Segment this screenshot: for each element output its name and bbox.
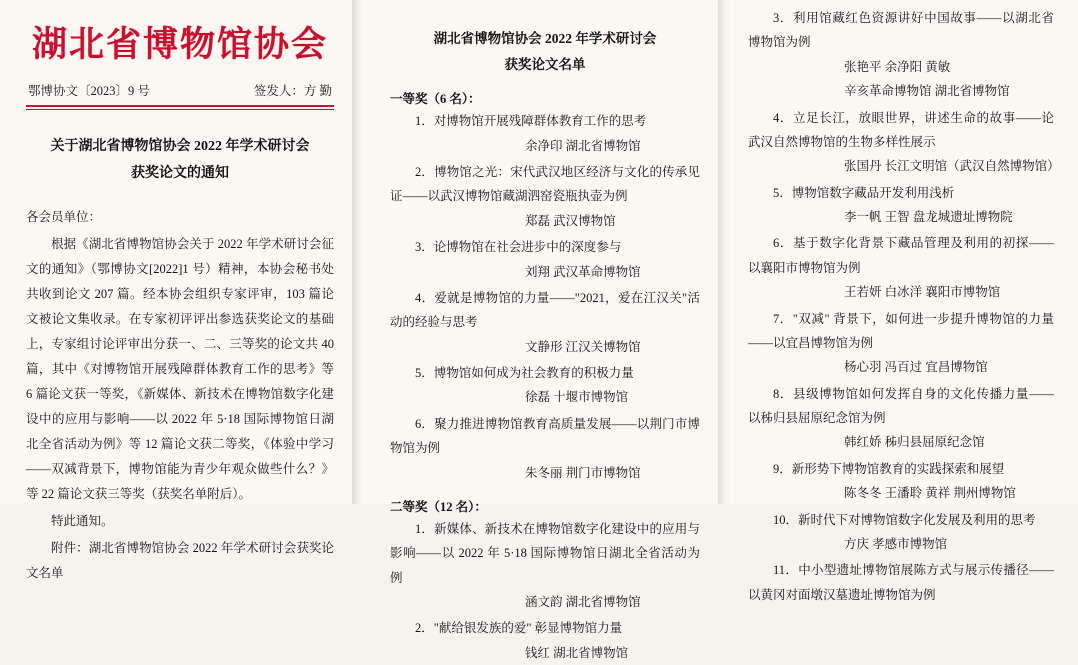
item-number: 11． xyxy=(773,563,799,578)
item-author: 郑磊 武汉博物馆 xyxy=(525,213,616,228)
document-number: 鄂博协文〔2023〕9 号 xyxy=(28,83,150,98)
item-title: "献给银发族的爱" 彰显博物馆力量 xyxy=(433,621,623,636)
list-item xyxy=(390,361,700,385)
award-list-title-line2: 获奖论文名单 xyxy=(504,56,586,72)
item-number: 4． xyxy=(773,110,793,125)
letterhead-column xyxy=(0,0,360,581)
item-author: 李一帆 王智 盘龙城遗址博物院 xyxy=(844,210,1013,224)
list-item xyxy=(390,109,700,133)
item-title: 爱就是博物馆的力量——"2021，爱在江汉关"活动的经验与思考 xyxy=(390,290,700,330)
item-number: 3． xyxy=(773,11,793,25)
item-author: 钱红 湖北省博物馆 xyxy=(525,645,629,660)
item-title: 立足长江，放眼世界，讲述生命的故事——论武汉自然博物馆的生物多样性展示 xyxy=(748,110,1054,149)
item-number: 1． xyxy=(415,521,435,536)
item-number: 10． xyxy=(773,512,799,527)
award-list-title-line1: 湖北省博物馆协会 2022 年学术研讨会 xyxy=(433,31,657,46)
document-title xyxy=(26,134,334,187)
item-number: 5． xyxy=(773,185,792,200)
item-title: 博物馆之光：宋代武汉地区经济与文化的传承见证——以武汉博物馆藏湖泗窑瓷瓶执壶为例 xyxy=(390,165,700,204)
item-number: 8． xyxy=(773,386,793,401)
item-title: 新时代下对博物馆数字化发展及利用的思考 xyxy=(798,512,1036,527)
red-divider-thin xyxy=(26,109,334,111)
item-title: 中小型遗址博物馆展陈方式与展示传播径——以黄冈对面墩汉墓遗址博物馆为例 xyxy=(748,563,1054,602)
list-item xyxy=(748,457,1054,481)
item-author-affiliation: 辛亥革命博物馆 湖北省博物馆 xyxy=(844,84,1010,99)
item-author: 张国丹 长江文明馆（武汉自然博物馆） xyxy=(844,159,1060,174)
item-number: 6． xyxy=(415,416,435,431)
item-author: 方庆 孝感市博物馆 xyxy=(844,536,948,551)
list-item xyxy=(390,616,700,640)
item-number: 1． xyxy=(415,114,434,129)
item-number: 2． xyxy=(415,165,435,180)
item-title: 博物馆如何成为社会教育的积极力量 xyxy=(433,366,634,381)
salutation: 各会员单位： xyxy=(26,210,102,225)
letter-attachment-note: 附件：湖北省博物馆协会 2022 年学术研讨会获奖论文名单 xyxy=(26,541,334,581)
item-title: 对博物馆开展残障群体教育工作的思考 xyxy=(433,114,647,129)
item-author: 徐磊 十堰市博物馆 xyxy=(525,390,629,405)
item-number: 2． xyxy=(415,621,434,636)
item-author: 王若妍 白冰洋 襄阳市博物馆 xyxy=(844,285,1001,300)
list-item xyxy=(748,382,1054,431)
item-title: 新形势下博物馆教育的实践探索和展望 xyxy=(791,461,1005,476)
list-item xyxy=(390,412,700,461)
list-item xyxy=(748,508,1054,532)
letter-paragraph-1: 根据《湖北省博物馆协会关于 2022 年学术研讨会征文的通知》（鄂博协文[2022]1 号）精神，本协会秘书处共收到论文 207 篇。经本协会组织专家评审，103 篇论文被论文集收录。在专家初评评出参选获奖论文的基础上，专家组讨论评审出分获一、二、三等奖的论文共 40 篇，其中《对博物馆开展残障群体教育工作的思考》等 6 篇论文获一等奖，《新媒体、新技术在博物馆数字化建设中的应用与影响——以 2022 年 5·18 国际博物馆日湖北全省活动为例》等 12 篇论文获二等奖，《体验中学习——双减背景下，博物馆能为青少年观众做些什么？》等 22 篇论文获三等奖（获奖名单附后）。 xyxy=(26,237,334,502)
item-number: 9． xyxy=(773,461,792,476)
award-list-column-2 xyxy=(726,0,1078,602)
letter-body xyxy=(26,205,334,586)
list-item xyxy=(748,6,1054,55)
red-divider-thick xyxy=(26,105,334,107)
item-number: 5． xyxy=(415,366,434,381)
item-number: 7． xyxy=(773,311,793,326)
item-author: 涵文韵 湖北省博物馆 xyxy=(525,595,641,610)
item-author: 韩红娇 秭归县屈原纪念馆 xyxy=(844,435,985,450)
item-title: 基于数字化背景下藏品管理及利用的初探——以襄阳市博物馆为例 xyxy=(748,236,1054,275)
item-author: 杨心羽 冯百过 宜昌博物馆 xyxy=(844,360,988,375)
document-number-row xyxy=(26,81,334,99)
item-number: 6． xyxy=(773,236,793,251)
award-list-column-1 xyxy=(360,0,726,660)
list-item xyxy=(390,517,700,590)
letter-paragraph-2: 特此通知。 xyxy=(51,514,114,529)
section-heading-second-prize: 二等奖（12 名）： xyxy=(390,499,487,514)
item-title: 新媒体、新技术在博物馆数字化建设中的应用与影响——以 2022 年 5·18 国际博物馆日湖北全省活动为例 xyxy=(390,521,700,585)
item-title: 利用馆藏红色资源讲好中国故事——以湖北省博物馆为例 xyxy=(748,11,1054,50)
item-author: 刘翔 武汉革命博物馆 xyxy=(525,264,641,279)
item-title: "双减" 背景下，如何进一步提升博物馆的力量——以宜昌博物馆为例 xyxy=(748,311,1054,350)
list-item xyxy=(748,558,1054,607)
item-author: 张艳平 余净阳 黄敏 xyxy=(844,59,951,74)
item-title: 博物馆数字藏品开发利用浅析 xyxy=(791,185,955,200)
item-author: 文静形 江汉关博物馆 xyxy=(525,339,641,354)
list-item xyxy=(748,307,1054,356)
list-item xyxy=(748,231,1054,280)
item-author: 陈冬冬 王潘聆 黄祥 荆州博物馆 xyxy=(844,486,1016,501)
document-title-line2: 获奖论文的通知 xyxy=(131,165,229,181)
document-title-line1: 关于湖北省博物馆协会 2022 年学术研讨会 xyxy=(50,139,310,154)
item-title: 县级博物馆如何发挥自身的文化传播力量——以秭归县屈原纪念馆为例 xyxy=(748,386,1054,425)
item-author: 余净印 湖北省博物馆 xyxy=(525,138,641,153)
item-number: 3． xyxy=(415,240,434,255)
issuer-name: 签发人：方 勤 xyxy=(253,83,332,98)
list-item xyxy=(390,235,700,259)
list-item xyxy=(748,181,1054,205)
item-number: 4． xyxy=(415,290,435,305)
organization-masthead: 湖北省博物馆协会 xyxy=(31,25,328,64)
list-item xyxy=(390,160,700,209)
list-item xyxy=(390,286,700,335)
award-list-title xyxy=(390,26,700,77)
section-heading-first-prize: 一等奖（6 名）： xyxy=(390,92,481,107)
item-title: 论博物馆在社会进步中的深度参与 xyxy=(433,240,622,255)
item-author: 朱冬丽 荆门市博物馆 xyxy=(525,465,641,480)
list-item xyxy=(748,106,1054,155)
item-title: 聚力推进博物馆教育高质量发展——以荆门市博物馆为例 xyxy=(390,416,700,456)
